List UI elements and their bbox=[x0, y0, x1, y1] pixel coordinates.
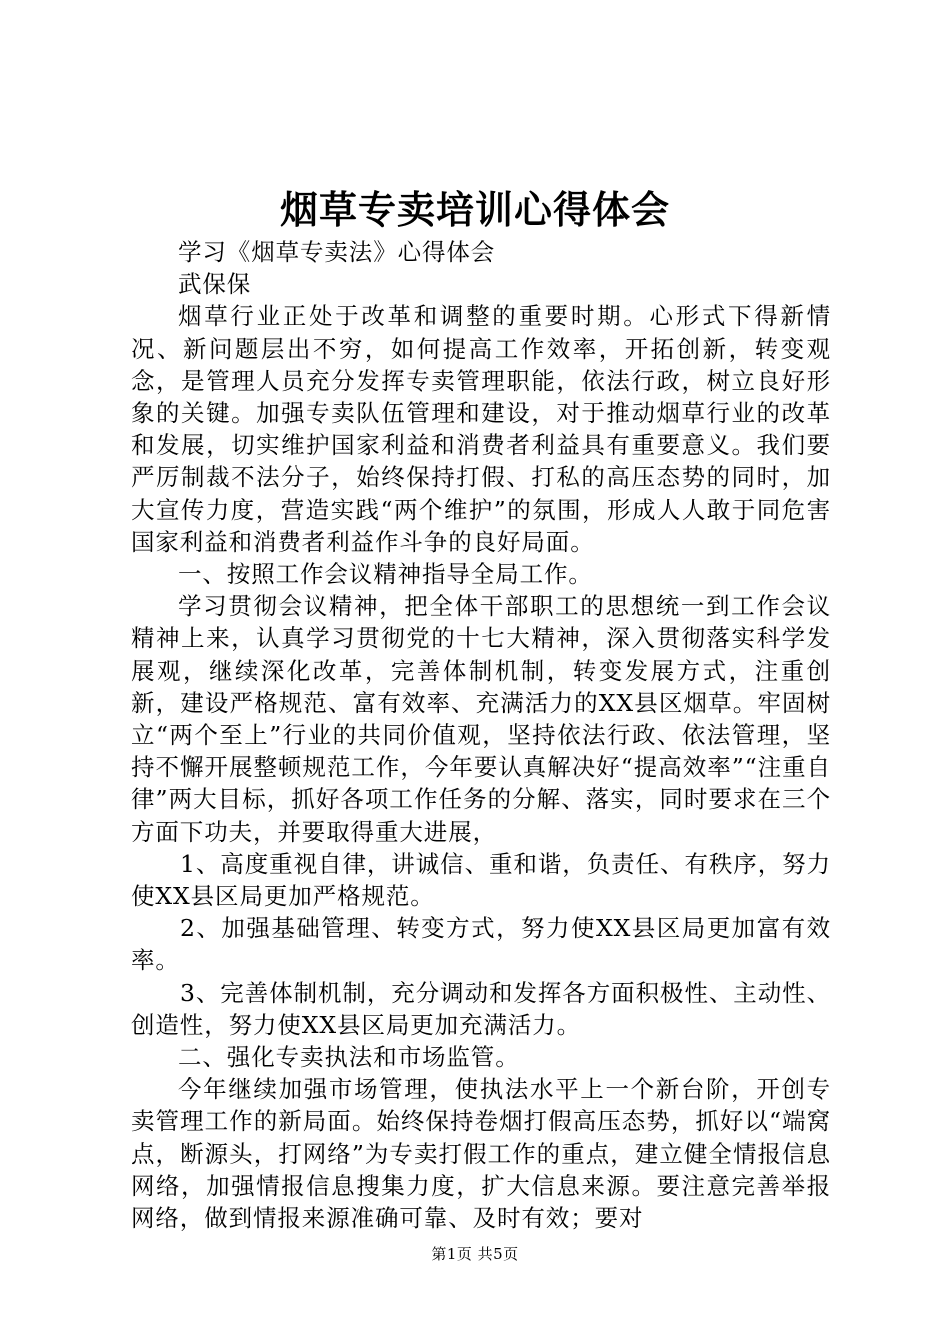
author-name: 武保保 bbox=[178, 270, 252, 299]
section-1-paragraph: 学习贯彻会议精神，把全体干部职工的思想统一到工作会议精神上来，认真学习贯彻党的十七大精神，深入贯彻落实科学发展观，继续深化改革，完善体制机制，转变发展方式，注重创新，建设严格规范、富有效率、充满活力的XX县区烟草。牢固树立“两个至上”行业的共同价值观，坚持依法行政、依法管理，坚持不懈开展整顿规范工作，今年要认真解决好“提高效率”“注重自律”两大目标，抓好各项工作任务的分解、落实，同时要求在三个方面下功夫，并要取得重大进展， bbox=[131, 592, 831, 846]
list-item-3: 3、完善体制机制，充分调动和发挥各方面积极性、主动性、创造性，努力使XX县区局更加充满活力。 bbox=[131, 978, 831, 1039]
article-subtitle: 学习《烟草专卖法》心得体会 bbox=[178, 238, 496, 266]
document-title: 烟草专卖培训心得体会 bbox=[279, 187, 670, 232]
section-heading-2: 二、强化专卖执法和市场监管。 bbox=[178, 1043, 520, 1072]
document-body bbox=[131, 236, 831, 1234]
intro-paragraph: 烟草行业正处于改革和调整的重要时期。心形式下得新情况、新问题层出不穷，如何提高工作效率，开拓创新，转变观念，是管理人员充分发挥专卖管理职能，依法行政，树立良好形象的关键。加强专卖队伍管理和建设，对于推动烟草行业的改革和发展，切实维护国家利益和消费者利益具有重要意义。我们要严厉制裁不法分子，始终保持打假、打私的高压态势的同时，加大宣传力度，营造实践“两个维护”的氛围，形成人人敢于同危害国家利益和消费者利益作斗争的良好局面。 bbox=[131, 302, 831, 556]
page-footer: 第1页 共5页 bbox=[431, 1245, 519, 1263]
section-heading-1: 一、按照工作会议精神指导全局工作。 bbox=[178, 560, 593, 589]
section-2-paragraph: 今年继续加强市场管理，使执法水平上一个新台阶，开创专卖管理工作的新局面。始终保持卷烟打假高压态势，抓好以“端窝点，断源头，打网络”为专卖打假工作的重点，建立健全情报信息网络，加强情报信息搜集力度，扩大信息来源。要注意完善举报网络，做到情报来源准确可靠、及时有效；要对 bbox=[131, 1075, 831, 1233]
list-item-1: 1、高度重视自律，讲诚信、重和谐，负责任、有秩序，努力使XX县区局更加严格规范。 bbox=[131, 849, 831, 911]
list-item-2: 2、加强基础管理、转变方式，努力使XX县区局更加富有效率。 bbox=[131, 914, 831, 975]
